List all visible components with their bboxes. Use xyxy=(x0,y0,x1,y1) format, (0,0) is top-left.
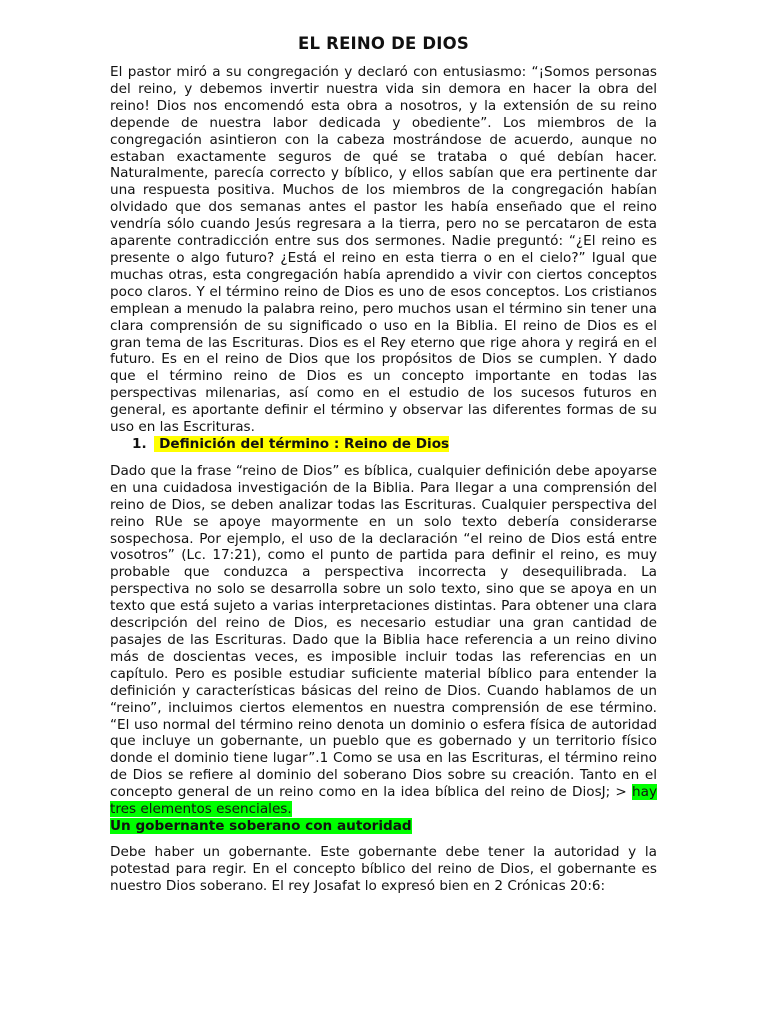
section1-paragraph-main: Dado que la frase “reino de Dios” es bíblica, cualquier definición debe apoyarse en una cuidadosa investigación de la Biblia. Para llegar a una comprensión del reino de Dios, se deben analizar todas las Escrituras. Cualquier perspectiva del reino RUe se apoye mayormente en un solo texto debería considerarse sospechosa. Por ejemplo, el uso de la declaración “el reino de Dios está entre vosotros” (Lc. 17:21), como el punto de partida para definir el reino, es muy probable que conduzca a perspectiva incorrecta y desequilibrada. La perspectiva no solo se desarrolla sobre un solo texto, sino que se apoya en un texto que está sujeto a varias interpretaciones distintas. Para obtener una clara descripción del reino de Dios, es necesario estudiar una gran cantidad de pasajes de las Escrituras. Dado que la Biblia hace referencia a un reino divino más de doscientas veces, es imposible incluir todas las referencias en un capítulo. Pero es posible estudiar suficiente material bíblico para entender la definición y características básicas del reino de Dios. Cuando hablamos de un “reino”, incluimos ciertos elementos en nuestra comprensión de ese término. “El uso normal del término reino denota un dominio o esfera física de autoridad que incluye un gobernante, un pueblo que es gobernado y un territorio físico donde el dominio tiene lugar”.1 Como se usa en las Escrituras, el término reino de Dios se refiere al dominio del soberano Dios sobre su creación. Tanto en el concepto general de un reino como en la idea bíblica del reino de DiosJ; > xyxy=(110,462,657,801)
highlighted-phrase: hay tres elementos esenciales. xyxy=(110,784,657,818)
section1-paragraph xyxy=(110,463,657,818)
document-page xyxy=(110,34,657,895)
section-number: 1. xyxy=(132,435,147,452)
subsection-paragraph: Debe haber un gobernante. Este gobernante debe tener la autoridad y la potestad para regir. En el concepto bíblico del reino de Dios, el gobernante es nuestro Dios soberano. El rey Josafat lo expresó bien en 2 Crónicas 20:6: xyxy=(110,843,657,894)
subsection-heading xyxy=(110,818,657,835)
document-title: EL REINO DE DIOS xyxy=(298,34,469,53)
intro-paragraph: El pastor miró a su congregación y declaró con entusiasmo: “¡Somos personas del reino, y debemos invertir nuestra vida sin demora en hacer la obra del reino! Dios nos encomendó esta obra a nosotros, y la extensión de su reino depende de nuestra labor dedicada y obediente”. Los miembros de la congregación asintieron con la cabeza mostrándose de acuerdo, aunque no estaban exactamente seguros de qué se trataba o qué debían hacer. Naturalmente, parecía correcto y bíblico, y ellos sabían que era pertinente dar una respuesta positiva. Muchos de los miembros de la congregación habían olvidado que dos semanas antes el pastor les había enseñado que el reino vendría sólo cuando Jesús regresara a la tierra, pero no se percataron de esta aparente contradicción entre sus dos sermones. Nadie preguntó: “¿El reino es presente o algo futuro? ¿Está el reino en esta tierra o en el cielo?” Igual que muchas otras, esta congregación había aprendido a vivir con ciertos conceptos poco claros. Y el término reino de Dios es uno de esos conceptos. Los cristianos emplean a menudo la palabra reino, pero muchos usan el término sin tener una clara comprensión de su significado o uso en la Biblia. El reino de Dios es el gran tema de las Escrituras. Dios es el Rey eterno que rige ahora y regirá en el futuro. Es en el reino de Dios que los propósitos de Dios se cumplen. Y dado que el término reino de Dios es un concepto importante en todas las perspectivas milenarias, así como en el estudio de los sucesos futuros en general, es aportante definir el término y observar las diferentes formas de su uso en las Escrituras. xyxy=(110,64,657,436)
subsection-heading-text: Un gobernante soberano con autoridad xyxy=(110,817,412,834)
section-heading-text xyxy=(154,436,449,452)
section-heading-label: Definición del término : Reino de Dios xyxy=(159,435,450,452)
section-heading-1 xyxy=(132,436,657,453)
